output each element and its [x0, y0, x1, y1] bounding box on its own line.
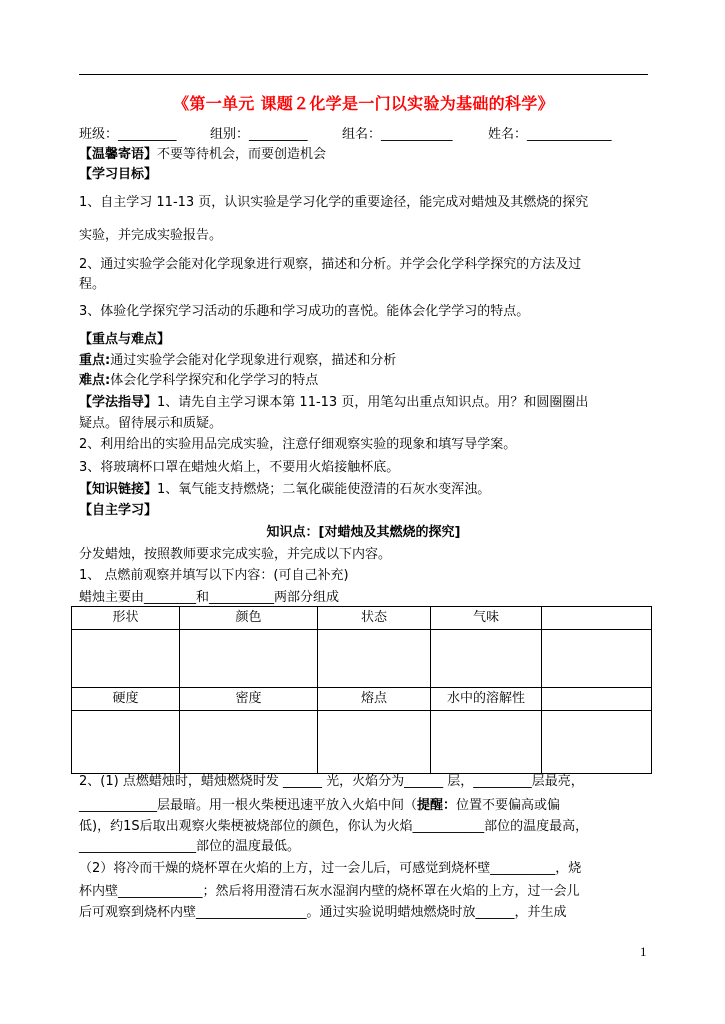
header-rule: [79, 74, 648, 75]
table-input-cell[interactable]: [180, 630, 318, 688]
intro-paragraph: 分发蜡烛，按照教师要求完成实验，并完成以下内容。: [79, 547, 392, 562]
table-header-cell: 熔点: [318, 688, 431, 711]
table-input-cell[interactable]: [542, 630, 652, 688]
question-2-text-2a: ____________层最暗。用一根火柴梗迅速平放入火焰中间（: [79, 798, 418, 813]
composition-line: 蜡烛主要由________和__________两部分组成: [79, 590, 340, 605]
table-input-cell[interactable]: [431, 630, 542, 688]
table-header-cell: 气味: [431, 607, 542, 630]
table-header-cell: 密度: [180, 688, 318, 711]
table-input-cell[interactable]: [72, 711, 180, 774]
table-header-cell: 形状: [72, 607, 180, 630]
method-label: 【学法指导】: [79, 395, 158, 410]
table-input-cell[interactable]: [431, 711, 542, 774]
table-header-cell: [542, 688, 652, 711]
question-2-line-2: [79, 797, 560, 815]
page-number: 1: [640, 944, 647, 959]
page-title: 《第一单元 课题２化学是一门以实验为基础的科学》: [173, 94, 554, 113]
goal-1a: 1、自主学习 11-13 页，认识实验是学习化学的重要途径，能完成对蜡烛及其燃烧的探究: [79, 195, 589, 210]
table-header-cell: 颜色: [180, 607, 318, 630]
method-line-1: [79, 394, 588, 412]
method-2: 2、利用给出的实验用品完成实验，注意仔细观察实验的现象和填写导学案。: [79, 437, 517, 452]
reminder-label: 提醒：: [417, 798, 457, 813]
greeting-line: [79, 146, 326, 164]
table-input-cell[interactable]: [542, 711, 652, 774]
class-field[interactable]: 班级：_________: [79, 127, 177, 142]
question-2-line-1: 2、(1) 点燃蜡烛时，蜡烛燃烧时发 ______ 光，火焰分为______ 层，_________层最亮，: [79, 774, 584, 789]
link-label: 【知识链接】: [79, 482, 158, 497]
goal-1b: 实验，并完成实验报告。: [79, 228, 223, 243]
difficulty-label: 难点:: [79, 373, 111, 388]
question-2-line-7: 后可观察到烧杯内壁_________________。通过实验说明蜡烛燃烧时放______，并生成: [79, 905, 567, 920]
link-text: 1、氧气能支持燃烧；二氧化碳能使澄清的石灰水变浑浊。: [157, 482, 491, 497]
question-2-line-4: __________________部位的温度最低。: [79, 839, 301, 854]
group-field[interactable]: 组别：_________: [210, 127, 308, 142]
self-study-heading: 【自主学习】: [79, 503, 158, 518]
question-2-text-2c: 位置不要偏高或偏: [456, 798, 561, 813]
method-1b: 疑点。留待展示和质疑。: [79, 416, 223, 431]
greeting-label: 【温馨寄语】: [79, 147, 158, 162]
question-2-line-6: 杯内壁_____________；然后将用澄清石灰水湿润内壁的烧杯罩在火焰的上方，过一会儿: [79, 884, 580, 899]
student-info-row: [79, 126, 612, 144]
table-header-cell: 水中的溶解性: [431, 688, 542, 711]
method-1a: 1、请先自主学习课本第 11-13 页，用笔勾出重点知识点。用？和圆圈圈出: [157, 395, 589, 410]
table-input-cell[interactable]: [318, 711, 431, 774]
link-line: [79, 481, 490, 499]
table-input-cell[interactable]: [318, 630, 431, 688]
goals-heading: 【学习目标】: [79, 167, 158, 182]
question-2-line-3: 低)，约1S后取出观察火柴梗被烧部位的颜色，你认为火焰___________部位的温度最高，: [79, 819, 589, 834]
greeting-text: 不要等待机会，而要创造机会: [157, 147, 327, 162]
table-header-cell: [542, 607, 652, 630]
difficulty-line: [79, 372, 318, 390]
name-field[interactable]: 姓名：_____________: [488, 127, 612, 142]
observation-table: [71, 606, 652, 774]
key-point-line: [79, 352, 396, 370]
difficulty-text: 体会化学科学探究和化学学习的特点: [110, 373, 319, 388]
table-header-cell: 状态: [318, 607, 431, 630]
knowledge-heading: 知识点：[对蜡烛及其燃烧的探究]: [266, 525, 461, 540]
key-heading: 【重点与难点】: [79, 332, 171, 347]
observe-instruction: 1、 点燃前观察并填写以下内容：(可自己补充): [79, 568, 349, 583]
group-name-field[interactable]: 组名：___________: [342, 127, 453, 142]
method-3: 3、将玻璃杯口罩在蜡烛火焰上，不要用火焰接触杯底。: [79, 460, 400, 475]
table-header-cell: 硬度: [72, 688, 180, 711]
goal-3: 3、体验化学探究学习活动的乐趣和学习成功的喜悦。能体会化学学习的特点。: [79, 304, 530, 319]
question-2-line-5: （2）将冷而干燥的烧杯罩在火焰的上方，过一会儿后，可感觉到烧杯壁__________，烧: [79, 861, 582, 876]
goal-2b: 程。: [79, 277, 106, 292]
key-point-label: 重点:: [79, 353, 111, 368]
table-input-cell[interactable]: [180, 711, 318, 774]
goal-2a: 2、通过实验学会能对化学现象进行观察，描述和分析。并学会化学科学探究的方法及过: [79, 257, 582, 272]
table-input-cell[interactable]: [72, 630, 180, 688]
key-point-text: 通过实验学会能对化学现象进行观察，描述和分析: [110, 353, 397, 368]
